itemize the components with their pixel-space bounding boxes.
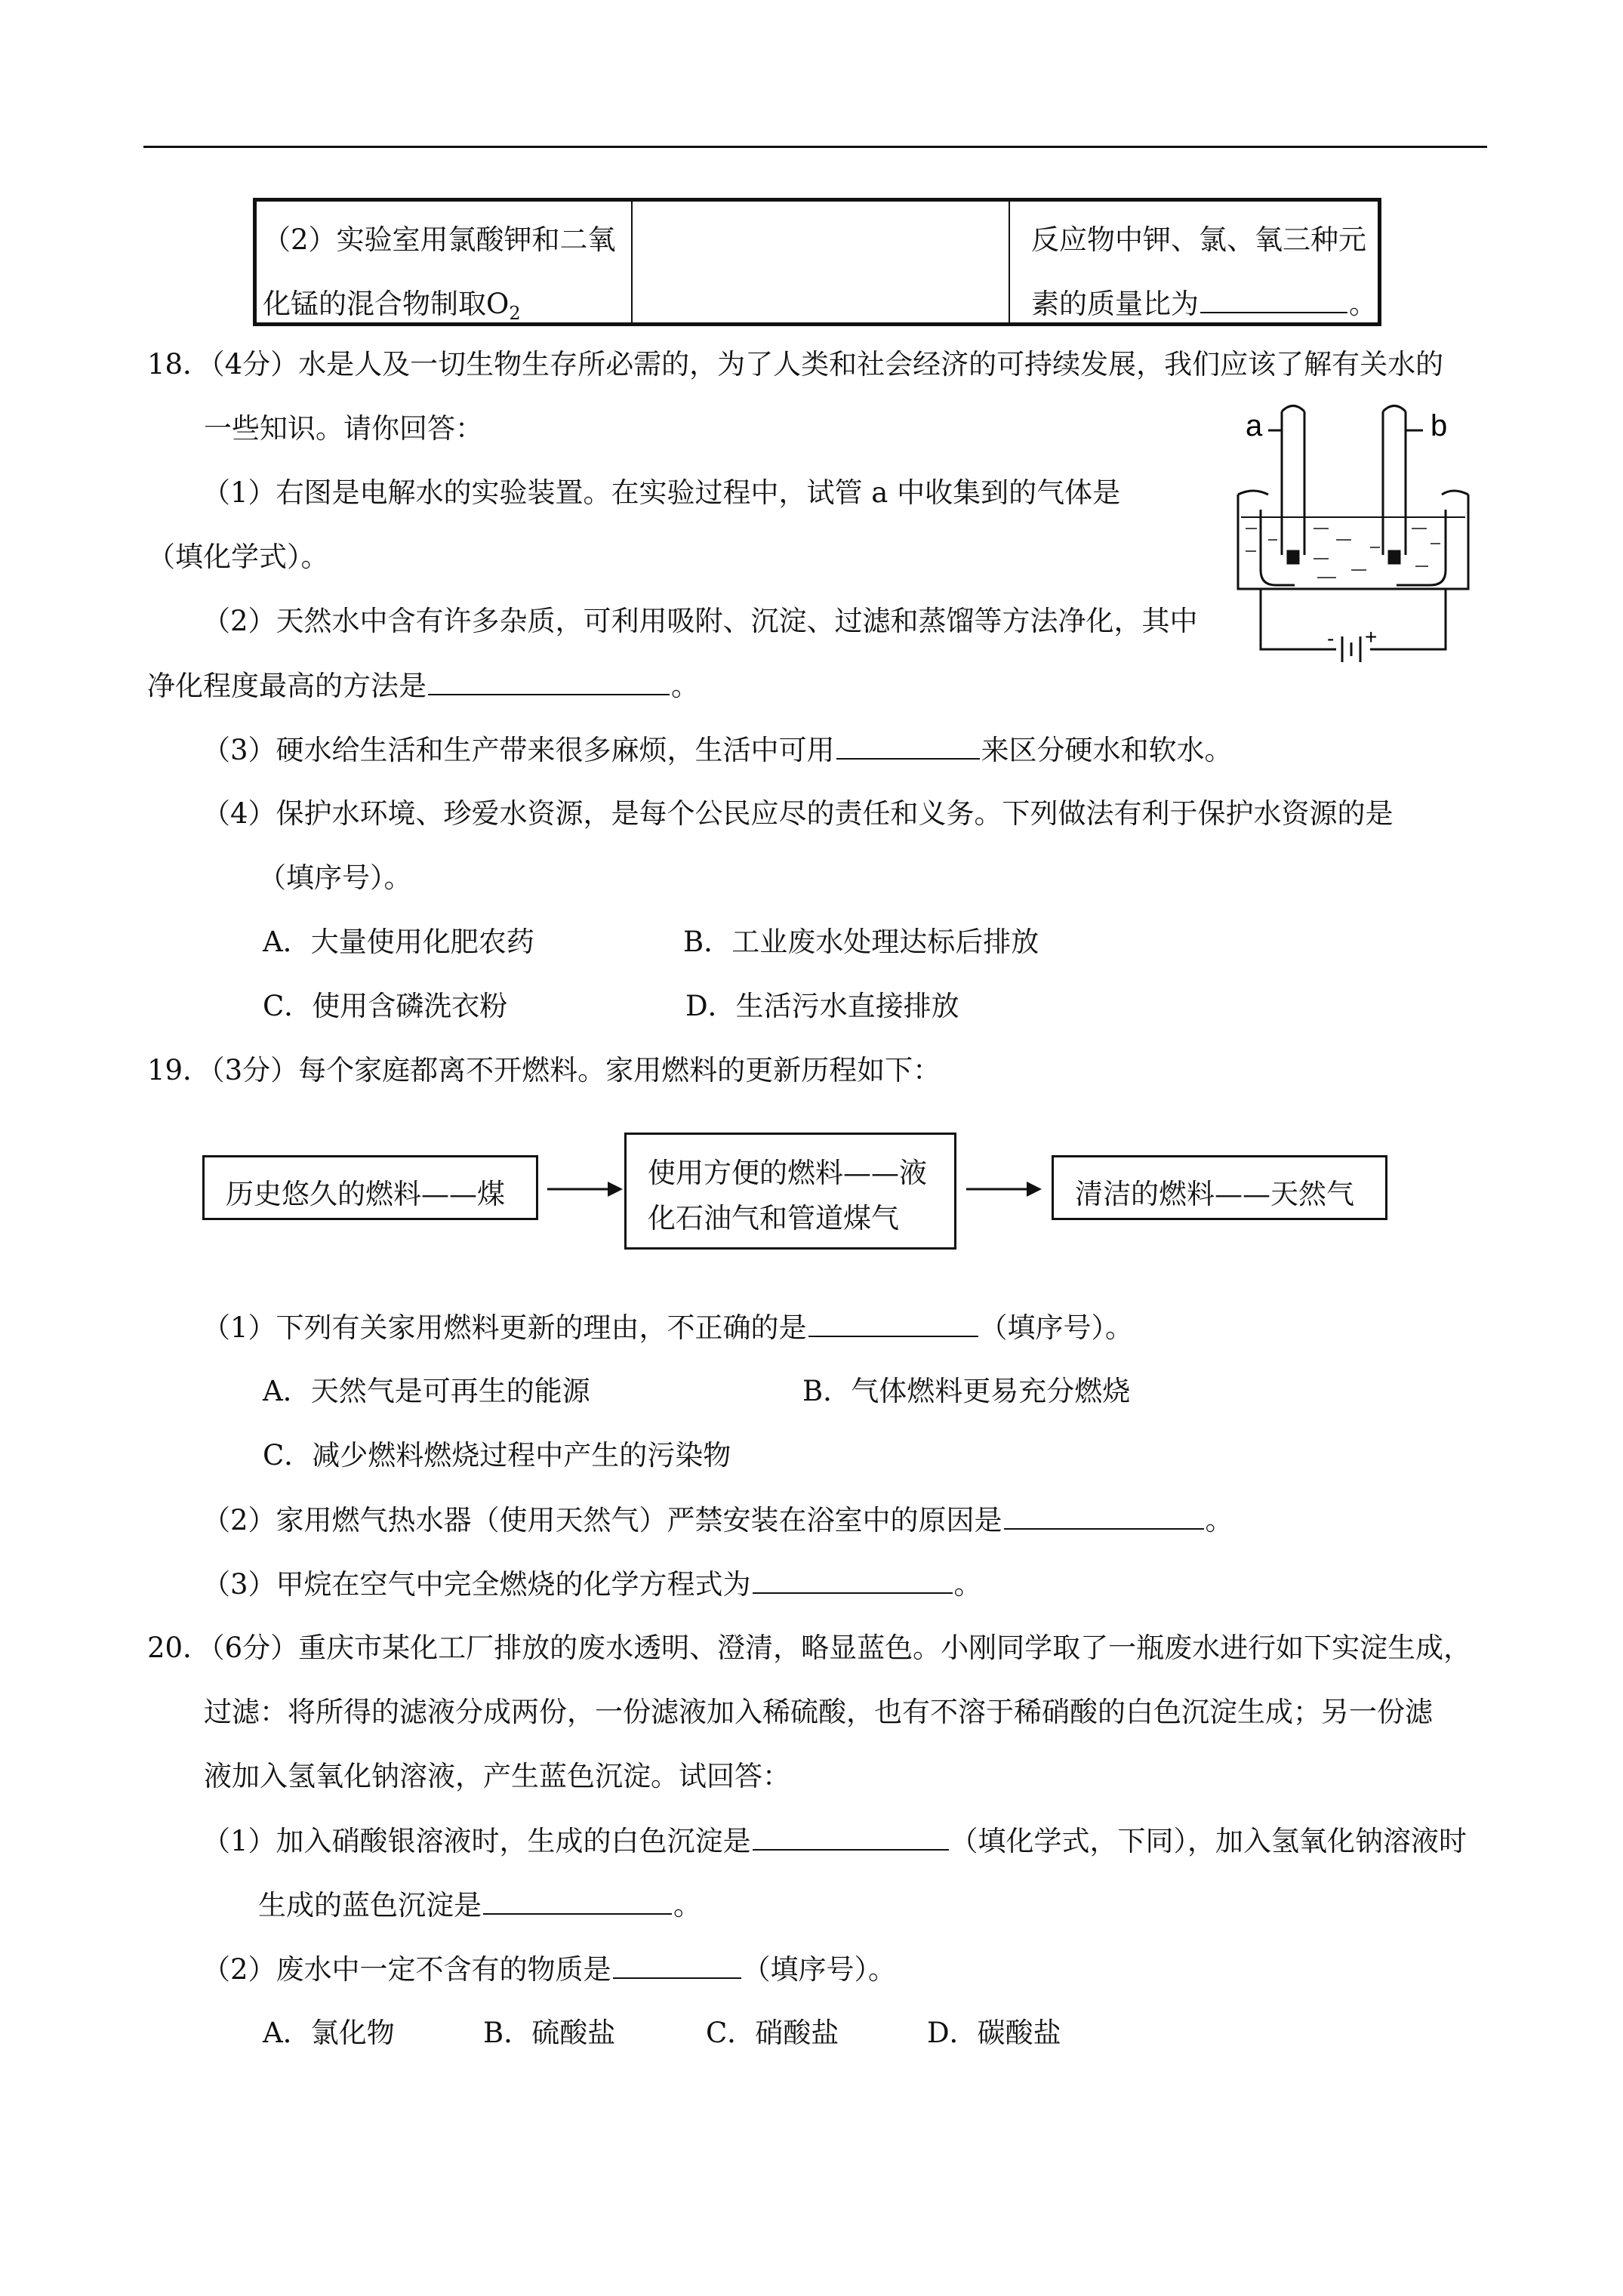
electrolysis-apparatus-figure <box>1223 396 1487 668</box>
q19-option-b: B．气体燃料更易充分燃烧 <box>802 1375 1131 1407</box>
flow-box-text: 使用方便的燃料——液 <box>648 1157 927 1189</box>
flow-box-text: 化石油气和管道煤气 <box>648 1202 899 1234</box>
battery-plus-label: + <box>1365 625 1378 649</box>
flow-box-coal <box>202 1155 538 1220</box>
answer-blank[interactable] <box>808 1310 978 1337</box>
q18-part4: （4）保护水环境、珍爱水资源，是每个公民应尽的责任和义务。下列做法有利于保护水资源的是 <box>202 797 1394 830</box>
table-cell-text: 化锰的混合物制取$O_2$ <box>263 288 521 324</box>
table-cell-experiment <box>257 202 633 322</box>
answer-blank[interactable] <box>613 1952 741 1979</box>
tube-label-b: b <box>1431 409 1448 442</box>
q19-option-c: C．减少燃料燃烧过程中产生的污染物 <box>263 1439 731 1472</box>
flow-arrow-2 <box>966 1178 1042 1200</box>
q18-part1: （1）右图是电解水的实验装置。在实验过程中，试管 a 中收集到的气体是 <box>202 476 1121 509</box>
q18-stem: 18．（4分）水是人及一切生物生存所必需的，为了人类和社会经济的可持续发展，我们应该了解有关水的 <box>147 348 1444 381</box>
q19-stem: 19．（3分）每个家庭都离不开燃料。家用燃料的更新历程如下： <box>147 1054 941 1086</box>
q20-option-d: D．碳酸盐 <box>927 2017 1061 2049</box>
q19-part1: （1）下列有关家用燃料更新的理由，不正确的是 （填序号）。 <box>202 1311 1134 1344</box>
q20-option-a: A．氯化物 <box>263 2017 395 2049</box>
flow-box-text: 清洁的燃料——天然气 <box>1075 1178 1354 1210</box>
table-cell-equation-blank[interactable] <box>633 202 1010 322</box>
flow-box-lpg <box>624 1133 956 1250</box>
q19-part2: （2）家用燃气热水器（使用天然气）严禁安装在浴室中的原因是 。 <box>202 1504 1233 1536</box>
answer-blank[interactable] <box>428 668 670 695</box>
flow-box-natural-gas <box>1052 1155 1387 1220</box>
q19-option-a: A．天然气是可再生的能源 <box>263 1375 590 1407</box>
flow-box-text: 历史悠久的燃料——煤 <box>226 1178 505 1210</box>
q20-part1-cont: 生成的蓝色沉淀是 。 <box>258 1889 701 1922</box>
tube-label-a: a <box>1246 409 1263 442</box>
q20-part1: （1）加入硝酸银溶液时，生成的白色沉淀是 （填化学式，下同），加入氢氧化钠溶液时 <box>202 1825 1467 1857</box>
answer-blank[interactable] <box>1200 286 1347 313</box>
answer-blank[interactable] <box>753 1823 949 1851</box>
q18-part3: （3）硬水给生活和生产带来很多麻烦，生活中可用 来区分硬水和软水。 <box>202 734 1233 766</box>
q18-part2: （2）天然水中含有许多杂质，可利用吸附、沉淀、过滤和蒸馏等方法净化，其中 <box>202 605 1198 637</box>
answer-blank[interactable] <box>836 732 980 760</box>
table-cell-text: （2）实验室用氯酸钾和二氧 <box>263 223 616 256</box>
q18-part2-cont: 净化程度最高的方法是 。 <box>147 670 699 702</box>
q18-option-d: D．生活污水直接排放 <box>685 990 959 1022</box>
answer-blank[interactable] <box>753 1567 953 1594</box>
q18-option-c: C．使用含磷洗衣粉 <box>263 990 508 1022</box>
q20-stem: 20．（6分）重庆市某化工厂排放的废水透明、澄清，略显蓝色。小刚同学取了一瓶废水进行如下实淀生成， <box>147 1632 1472 1664</box>
q20-stem-cont: 液加入氢氧化钠溶液，产生蓝色沉淀。试回答： <box>204 1760 790 1792</box>
answer-blank[interactable] <box>1004 1502 1204 1530</box>
q20-option-c: C．硝酸盐 <box>706 2017 839 2049</box>
answer-table-row <box>253 198 1381 326</box>
table-cell-text: 反应物中钾、氯、氧三种元 <box>1031 223 1366 256</box>
answer-blank[interactable] <box>483 1888 672 1915</box>
q18-stem-cont: 一些知识。请你回答： <box>204 412 483 445</box>
q18-option-a: A．大量使用化肥农药 <box>263 926 534 958</box>
q18-option-b: B．工业废水处理达标后排放 <box>683 926 1039 958</box>
q19-part3: （3）甲烷在空气中完全燃烧的化学方程式为 。 <box>202 1568 982 1601</box>
battery-minus-label: - <box>1327 627 1335 650</box>
q18-part1-cont: （填化学式）。 <box>147 541 329 573</box>
header-rule <box>143 146 1487 148</box>
q20-stem-cont: 过滤：将所得的滤液分成两份，一份滤液加入稀硫酸，也有不溶于稀硝酸的白色沉淀生成；另一份滤 <box>204 1696 1433 1728</box>
q20-option-b: B．硫酸盐 <box>483 2017 616 2049</box>
table-cell-question <box>1010 202 1378 322</box>
q20-part2: （2）废水中一定不含有的物质是 （填序号）。 <box>202 1953 897 1986</box>
table-cell-text: 素的质量比为 。 <box>1031 288 1377 320</box>
q18-part4-cont: （填序号）。 <box>258 861 412 894</box>
flow-arrow-1 <box>547 1178 623 1200</box>
